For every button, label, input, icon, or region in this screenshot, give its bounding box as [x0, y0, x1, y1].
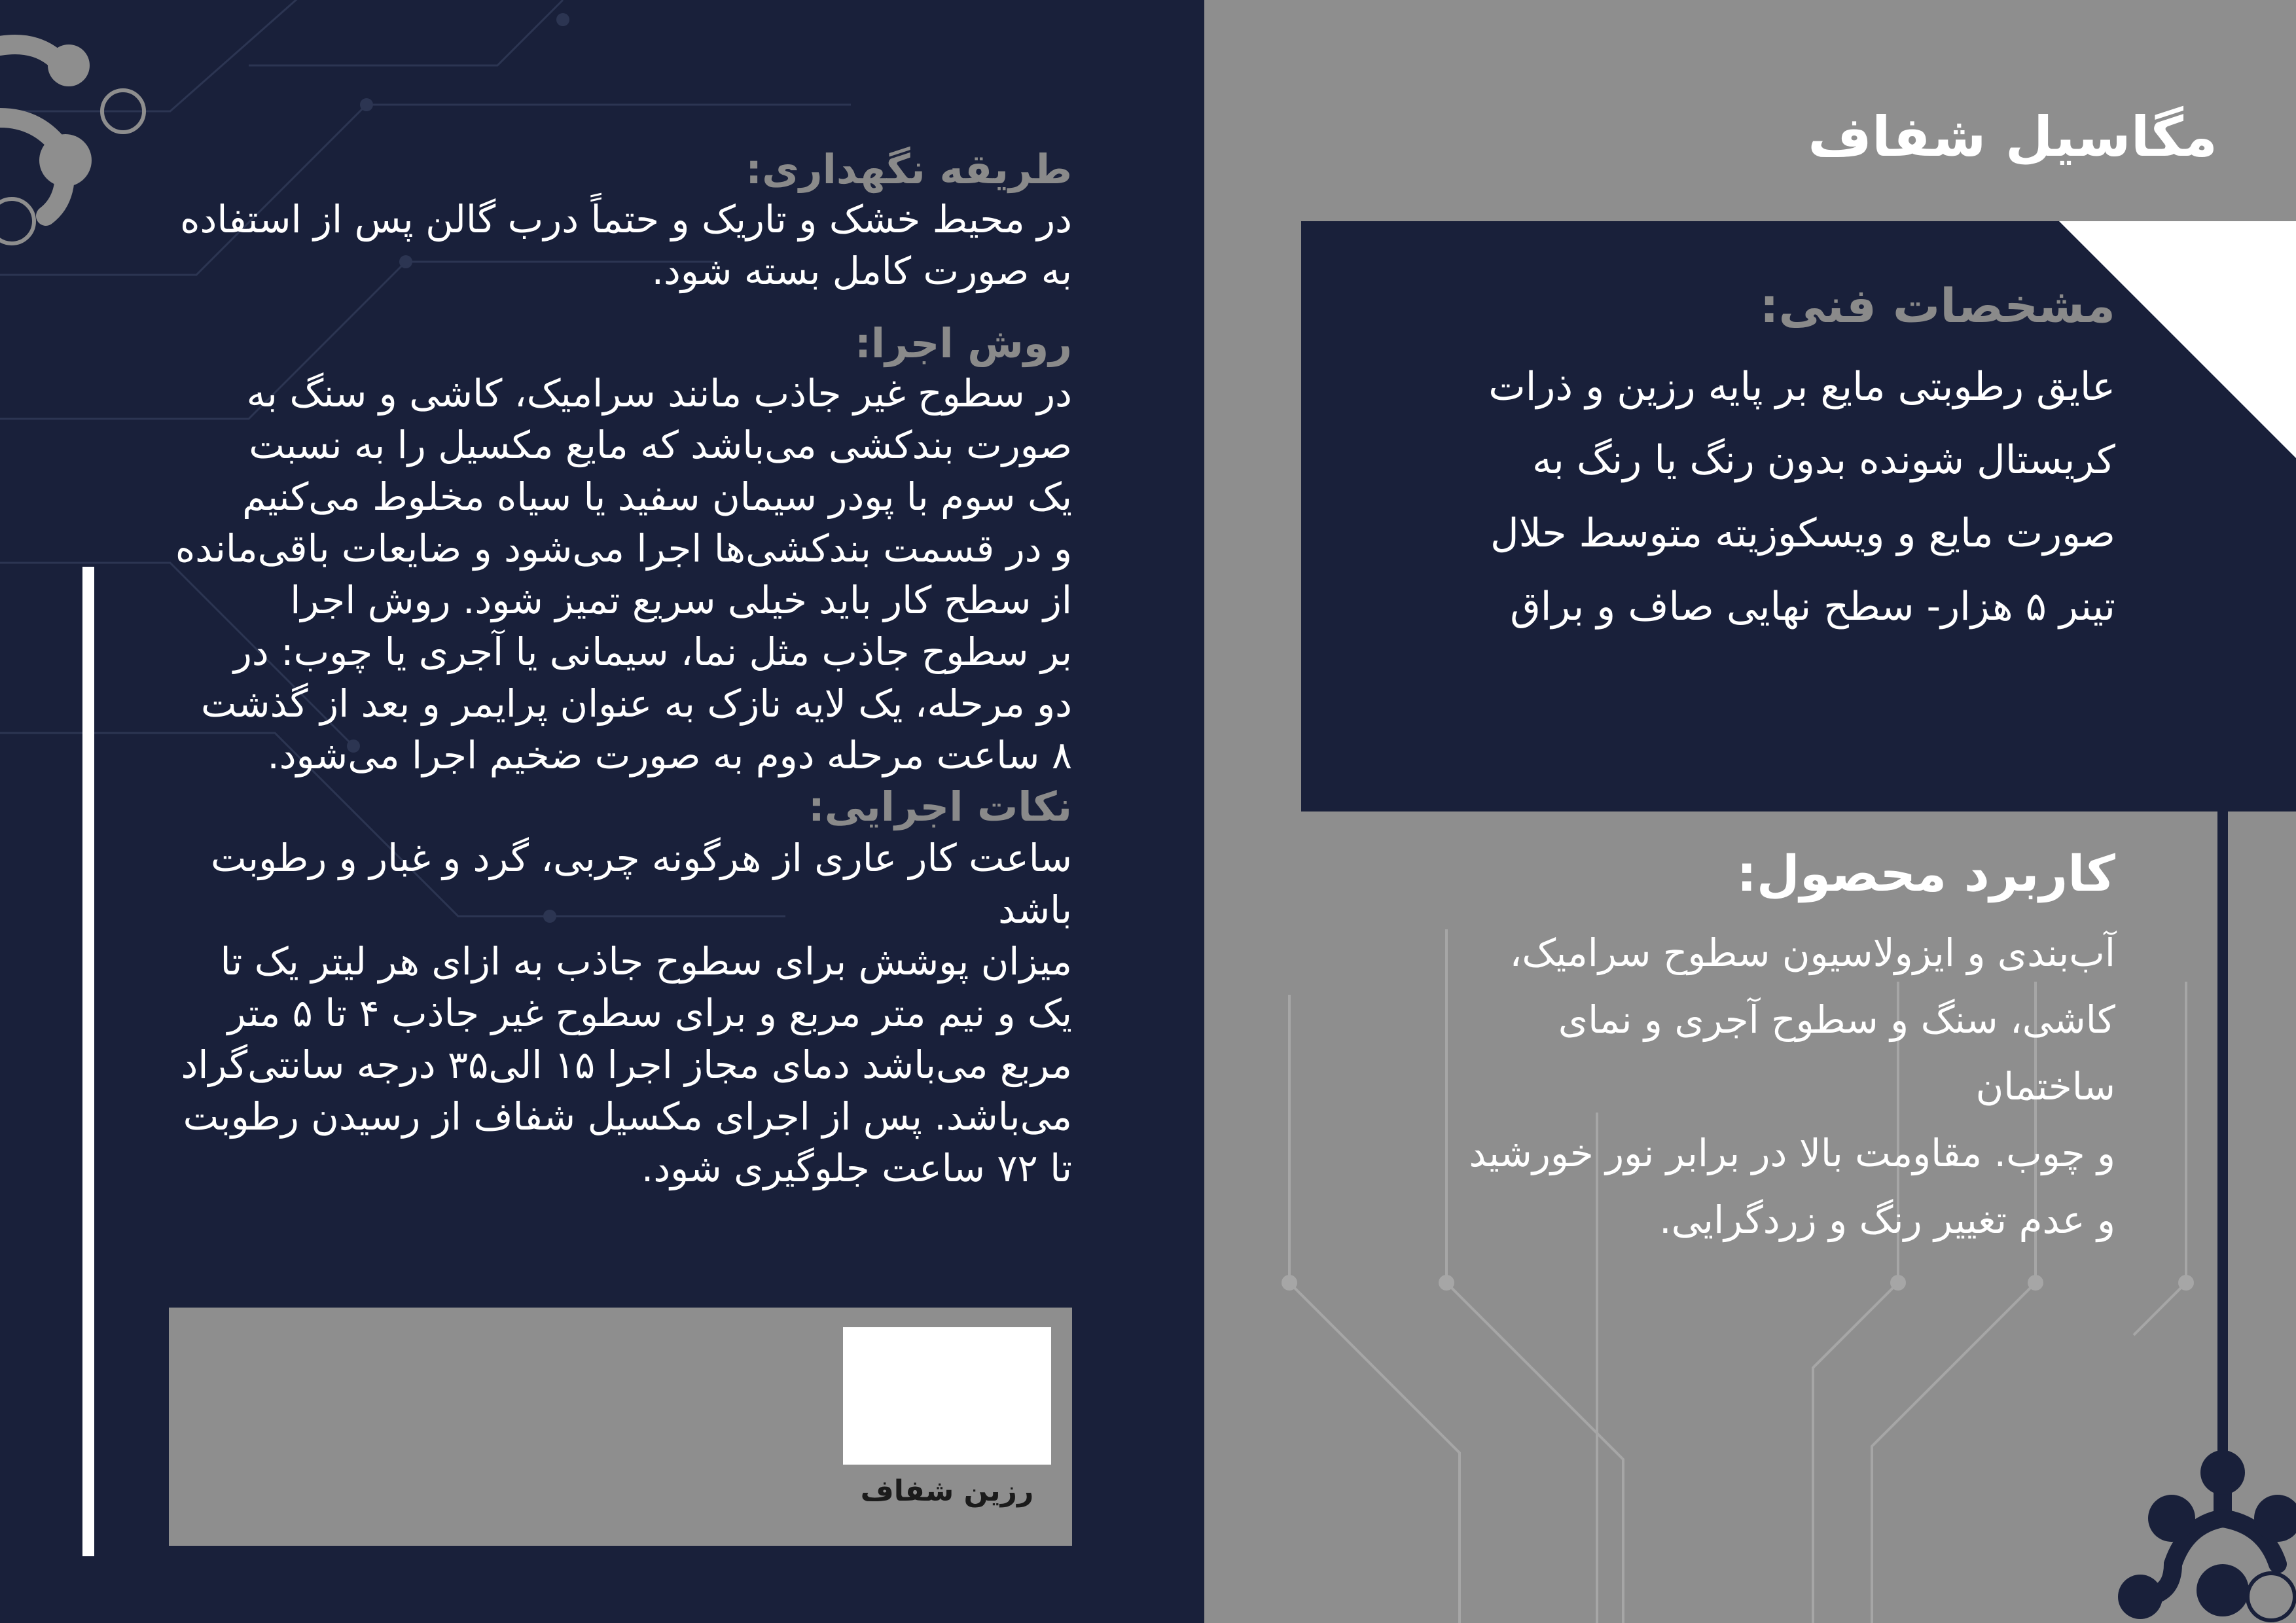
storage-text	[143, 194, 1072, 297]
specs-heading: مشخصات فنی:	[1759, 278, 2115, 333]
tips-line: تا ۷۲ ساعت جلوگیری شود.	[641, 1146, 1072, 1190]
method-line: دو مرحله، یک لایه نازک به عنوان پرایمر و بعد از گذشت	[201, 681, 1072, 726]
method-line: بر سطوح جاذب مثل نما، سیمانی یا آجری یا چوب: در	[233, 630, 1072, 674]
tips-line: می‌باشد. پس از اجرای مکسیل شفاف از رسیدن رطوبت	[183, 1094, 1072, 1139]
method-line: و در قسمت بندکشی‌ها اجرا می‌شود و ضایعات باقی‌مانده	[175, 526, 1072, 571]
storage-heading: طریقه نگهداری:	[745, 145, 1072, 193]
specs-line: کریستال شونده بدون رنگ یا رنگ به	[1532, 437, 2115, 483]
method-line: یک سوم با پودر سیمان سفید یا سیاه مخلوط می‌کنیم	[242, 474, 1072, 519]
storage-line: در محیط خشک و تاریک و حتماً درب گالن پس از استفاده	[180, 197, 1072, 241]
tips-line: میزان پوشش برای سطوح جاذب به ازای هر لیتر یک تا	[220, 939, 1072, 984]
specs-line: تینر ۵ هزار- سطح نهایی صاف و براق	[1510, 584, 2115, 630]
tips-heading: نکات اجرایی:	[808, 783, 1072, 830]
method-line: صورت بندکشی می‌باشد که مایع مکسیل را به نسبت	[249, 423, 1072, 467]
method-text	[143, 368, 1072, 781]
right-panel	[1204, 0, 2296, 1623]
product-image	[843, 1327, 1051, 1465]
tips-line: یک و نیم متر مربع و برای سطوح غیر جاذب ۴ تا ۵ متر	[227, 991, 1072, 1035]
method-line: از سطح کار باید خیلی سریع تمیز شود. روش اجرا	[290, 578, 1072, 622]
usage-text	[1408, 919, 2115, 1253]
tips-text	[143, 832, 1072, 1194]
method-heading: روش اجرا:	[855, 319, 1072, 367]
usage-line: و چوب. مقاومت بالا در برابر نور خورشید	[1469, 1131, 2115, 1175]
usage-heading: کاربرد محصول:	[1736, 844, 2115, 902]
tips-line: ساعت کار عاری از هرگونه چربی، گرد و غبار و رطوبت باشد	[211, 836, 1072, 932]
specs-line: صورت مایع و ویسکوزیته متوسط حلال	[1490, 510, 2115, 556]
usage-line: کاشی، سنگ و سطوح آجری و نمای ساختمان	[1558, 997, 2115, 1109]
method-line: ۸ ساعت مرحله دوم به صورت ضخیم اجرا می‌شود.	[267, 733, 1072, 777]
tips-line: مربع می‌باشد دمای مجاز اجرا ۱۵ الی۳۵ درجه سانتی‌گراد	[181, 1043, 1072, 1087]
specs-line: عایق رطوبتی مایع بر پایه رزین و ذرات	[1488, 364, 2115, 410]
specs-text	[1382, 350, 2115, 643]
usage-line: آب‌بندی و ایزولاسیون سطوح سرامیک،	[1509, 931, 2115, 975]
usage-line: و عدم تغییر رنگ و زردگرایی.	[1659, 1198, 2115, 1242]
brand-title: مگاسیل شفاف	[1808, 105, 2217, 169]
storage-line: به صورت کامل بسته شود.	[651, 249, 1072, 293]
product-caption: رزین شفاف	[860, 1474, 1034, 1508]
product-image-block	[169, 1308, 1072, 1546]
method-line: در سطوح غیر جاذب مانند سرامیک، کاشی و سنگ به	[246, 371, 1072, 416]
